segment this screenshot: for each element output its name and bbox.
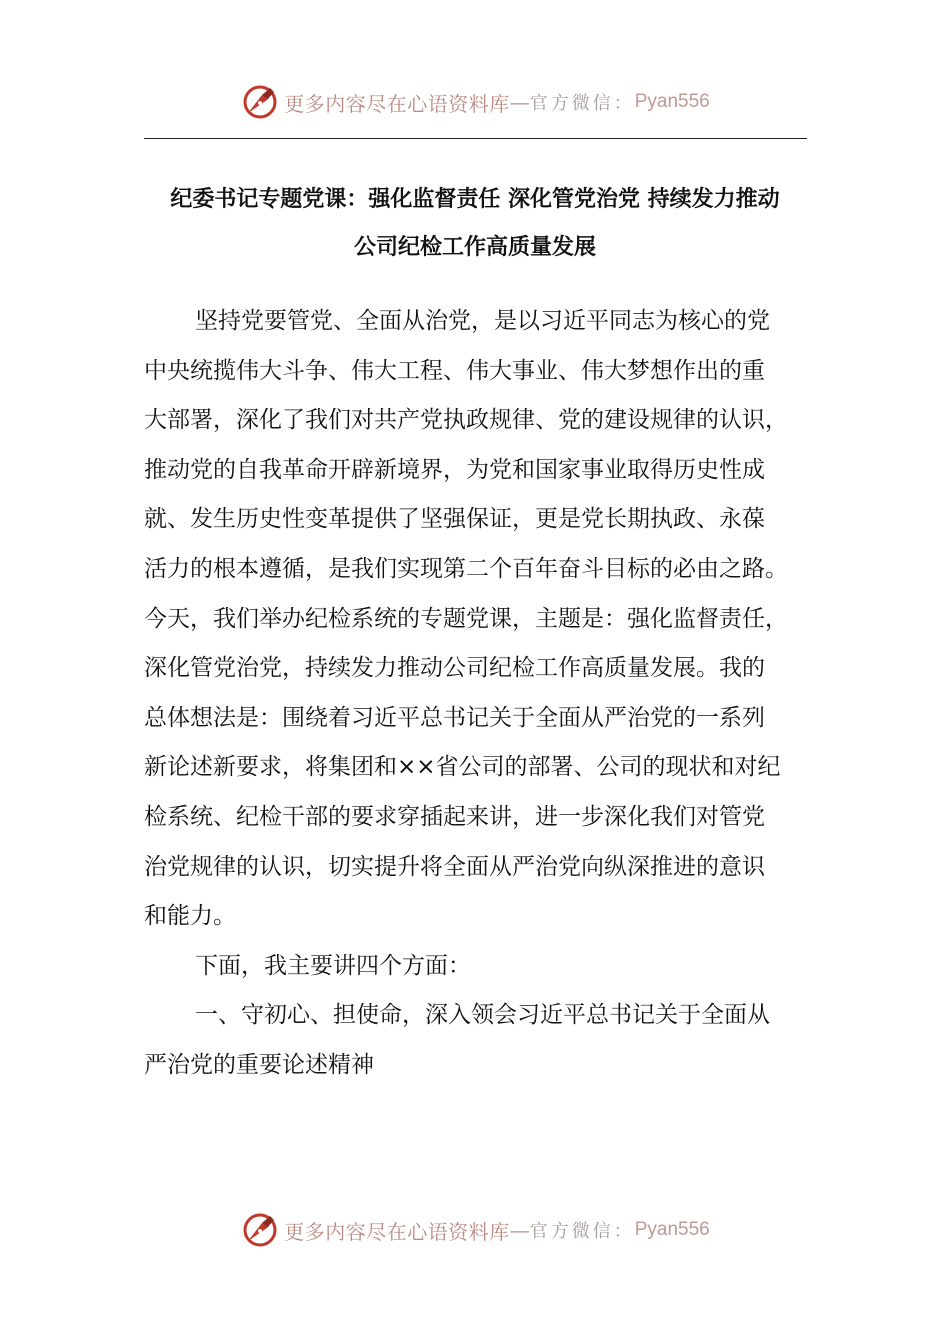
header-banner — [0, 80, 950, 124]
document-title — [140, 176, 810, 272]
paragraph-line: 今天，我们举办纪检系统的专题党课，主题是：强化监督责任， — [144, 605, 788, 632]
paragraph-line: 中央统揽伟大斗争、伟大工程、伟大事业、伟大梦想作出的重 — [144, 357, 765, 384]
paragraph-line: 深化管党治党，持续发力推动公司纪检工作高质量发展。我的 — [144, 655, 765, 682]
section-heading-line: 一、守初心、担使命，深入领会习近平总书记关于全面从 — [195, 1002, 770, 1029]
paragraph-line: 就、发生历史性变革提供了坚强保证，更是党长期执政、永葆 — [144, 506, 765, 533]
paragraph-line: 治党规律的认识，切实提升将全面从严治党向纵深推进的意识 — [144, 853, 765, 880]
title-line-1: 纪委书记专题党课：强化监督责任 深化管党治党 持续发力推动 — [170, 187, 780, 212]
wechat-account: Pyan556 — [634, 1219, 710, 1240]
paragraph-line: 新论述新要求，将集团和××省公司的部署、公司的现状和对纪 — [144, 754, 781, 781]
header-rule — [144, 138, 807, 139]
footer-banner — [0, 1208, 950, 1252]
paragraph-line: 总体想法是：围绕着习近平总书记关于全面从严治党的一系列 — [144, 704, 765, 731]
brand-separator: — — [509, 1218, 530, 1242]
paragraph-line: 推动党的自我革命开辟新境界，为党和国家事业取得历史性成 — [144, 456, 765, 483]
paragraph-line: 下面，我主要讲四个方面： — [195, 952, 471, 979]
document-body — [144, 297, 806, 1091]
wechat-label: 官方微信： — [529, 93, 635, 114]
wechat-account: Pyan556 — [634, 91, 710, 112]
section-heading-line: 严治党的重要论述精神 — [144, 1051, 374, 1078]
paragraph-line: 坚持党要管党、全面从治党，是以习近平同志为核心的党 — [195, 308, 770, 334]
pen-nib-logo-icon — [240, 1210, 280, 1250]
wechat-label: 官方微信： — [529, 1221, 635, 1242]
paragraph-line: 大部署，深化了我们对共产党执政规律、党的建设规律的认识， — [144, 407, 788, 434]
brand-text: 更多内容尽在心语资料库 — [284, 1219, 510, 1244]
paragraph-line: 检系统、纪检干部的要求穿插起来讲，进一步深化我们对管党 — [144, 803, 765, 830]
paragraph-line: 活力的根本遵循，是我们实现第二个百年奋斗目标的必由之路。 — [144, 555, 788, 582]
pen-nib-logo-icon — [240, 82, 280, 122]
paragraph-line: 和能力。 — [144, 903, 236, 930]
brand-separator: — — [509, 90, 530, 114]
brand-text: 更多内容尽在心语资料库 — [284, 91, 510, 116]
title-line-2: 公司纪检工作高质量发展 — [353, 235, 596, 260]
